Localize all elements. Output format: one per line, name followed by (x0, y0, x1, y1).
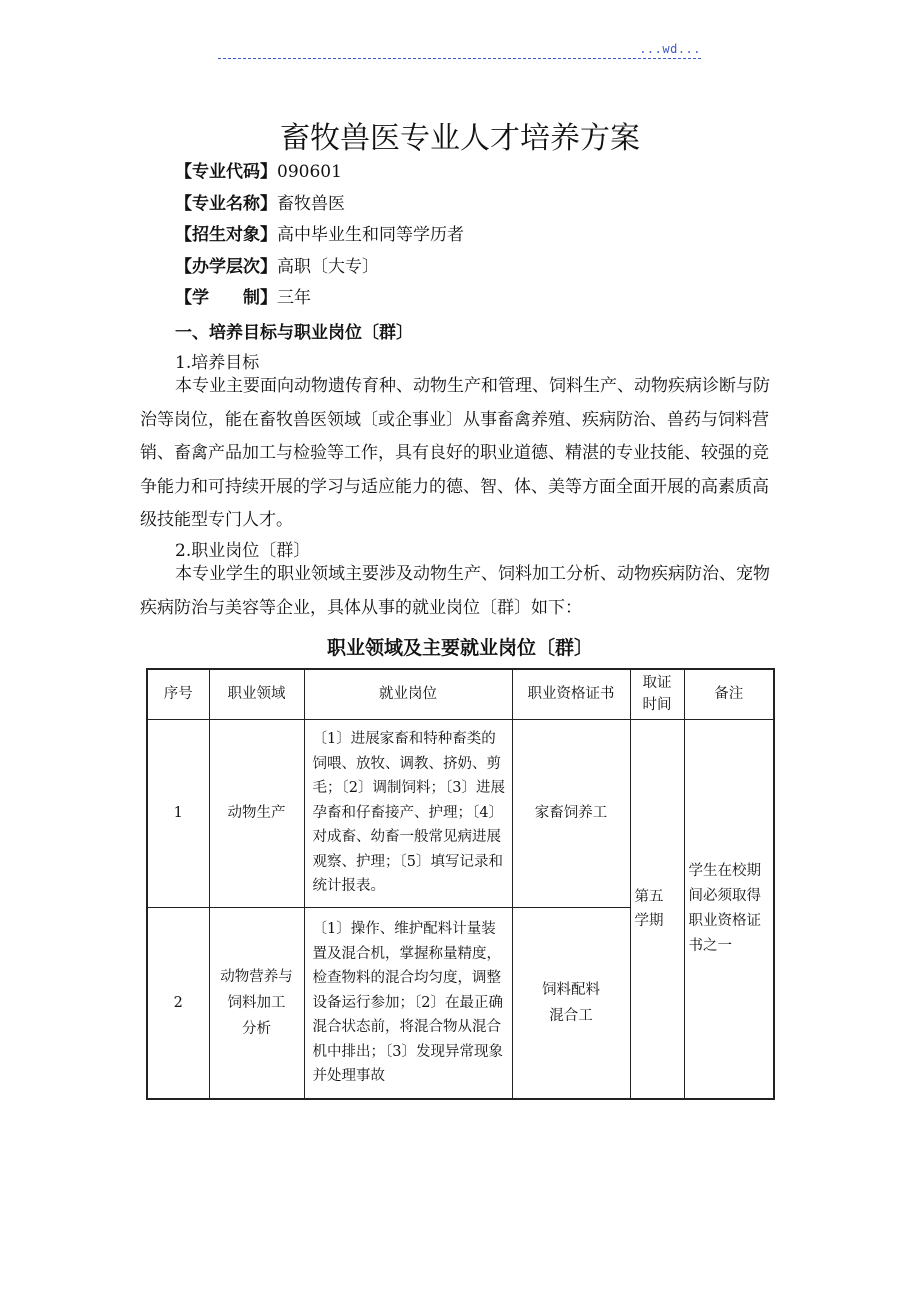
subheading-goals: 1.培养目标 (175, 353, 260, 373)
cell-no: 1 (147, 719, 209, 907)
field-major-name (175, 193, 345, 215)
field-value: 090601 (277, 162, 342, 182)
field-duration (175, 287, 311, 309)
header-divider (218, 58, 701, 59)
paragraph-posts: 本专业学生的职业领域主要涉及动物生产、饲料加工分析、动物疾病防治、宠物疾病防治与美容等企业，具体从事的就业岗位〔群〕如下： (140, 564, 770, 618)
cell-field: 动物生产 (209, 719, 304, 907)
field-value: 高职〔大专〕 (277, 257, 379, 277)
cell-cert: 饲料配料 混合工 (512, 907, 630, 1099)
cell-no: 2 (147, 907, 209, 1099)
field-value: 高中毕业生和同等学历者 (277, 225, 464, 245)
header-text: ...wd... (639, 42, 701, 56)
cell-post: 〔1〕进展家畜和特种畜类的饲喂、放牧、调教、挤奶、剪毛；〔2〕调制饲料；〔3〕进展孕畜和仔畜接产、护理；〔4〕对成畜、幼畜一般常见病进展观察、护理；〔5〕填写记录和统计报表。 (304, 719, 512, 907)
header-cert: 职业资格证书 (512, 669, 630, 719)
field-label: 【招生对象】 (175, 225, 277, 245)
table-caption: 职业领域及主要就业岗位〔群〕 (326, 637, 593, 659)
paragraph-goals: 本专业主要面向动物遗传育种、动物生产和管理、饲料生产、动物疾病诊断与防治等岗位，能在畜牧兽医领域〔或企事业〕从事畜禽养殖、疾病防治、兽药与饲料营销、畜禽产品加工与检验等工作，具有良好的职业道德、精湛的专业技能、较强的竞争能力和可持续开展的学习与适应能力的德、智、体、美等方面全面开展的高素质高级技能型专门人才。 (140, 376, 770, 530)
header-no: 序号 (147, 669, 209, 719)
cell-field: 动物营养与 饲料加工 分析 (209, 907, 304, 1099)
cell-cert: 家畜饲养工 (512, 719, 630, 907)
field-value: 三年 (277, 288, 311, 308)
field-label: 【学 制】 (175, 288, 277, 308)
header-note: 备注 (684, 669, 774, 719)
page-title: 畜牧兽医专业人才培养方案 (280, 121, 640, 156)
section-heading: 一、培养目标与职业岗位〔群〕 (175, 323, 413, 343)
field-label: 【办学层次】 (175, 257, 277, 277)
table-header-row (147, 669, 774, 719)
career-table (146, 668, 775, 1100)
subheading-posts: 2.职业岗位〔群〕 (175, 541, 311, 561)
header-field: 职业领域 (209, 669, 304, 719)
header-post: 就业岗位 (304, 669, 512, 719)
field-major-code (175, 161, 342, 183)
table-row (147, 719, 774, 907)
cell-time: 第五 学期 (630, 719, 684, 1099)
field-value: 畜牧兽医 (277, 194, 345, 214)
field-enrollment (175, 224, 464, 246)
cell-note: 学生在校期间必须取得职业资格证书之一 (684, 719, 774, 1099)
cell-post: 〔1〕操作、维护配料计量装置及混合机，掌握称量精度，检查物料的混合均匀度，调整设备运行参加；〔2〕在最正确混合状态前，将混合物从混合机中排出；〔3〕发现异常现象并处理事故 (304, 907, 512, 1099)
field-label: 【专业名称】 (175, 194, 277, 214)
field-label: 【专业代码】 (175, 162, 277, 182)
header-time: 取证 时间 (630, 669, 684, 719)
field-level (175, 256, 379, 278)
